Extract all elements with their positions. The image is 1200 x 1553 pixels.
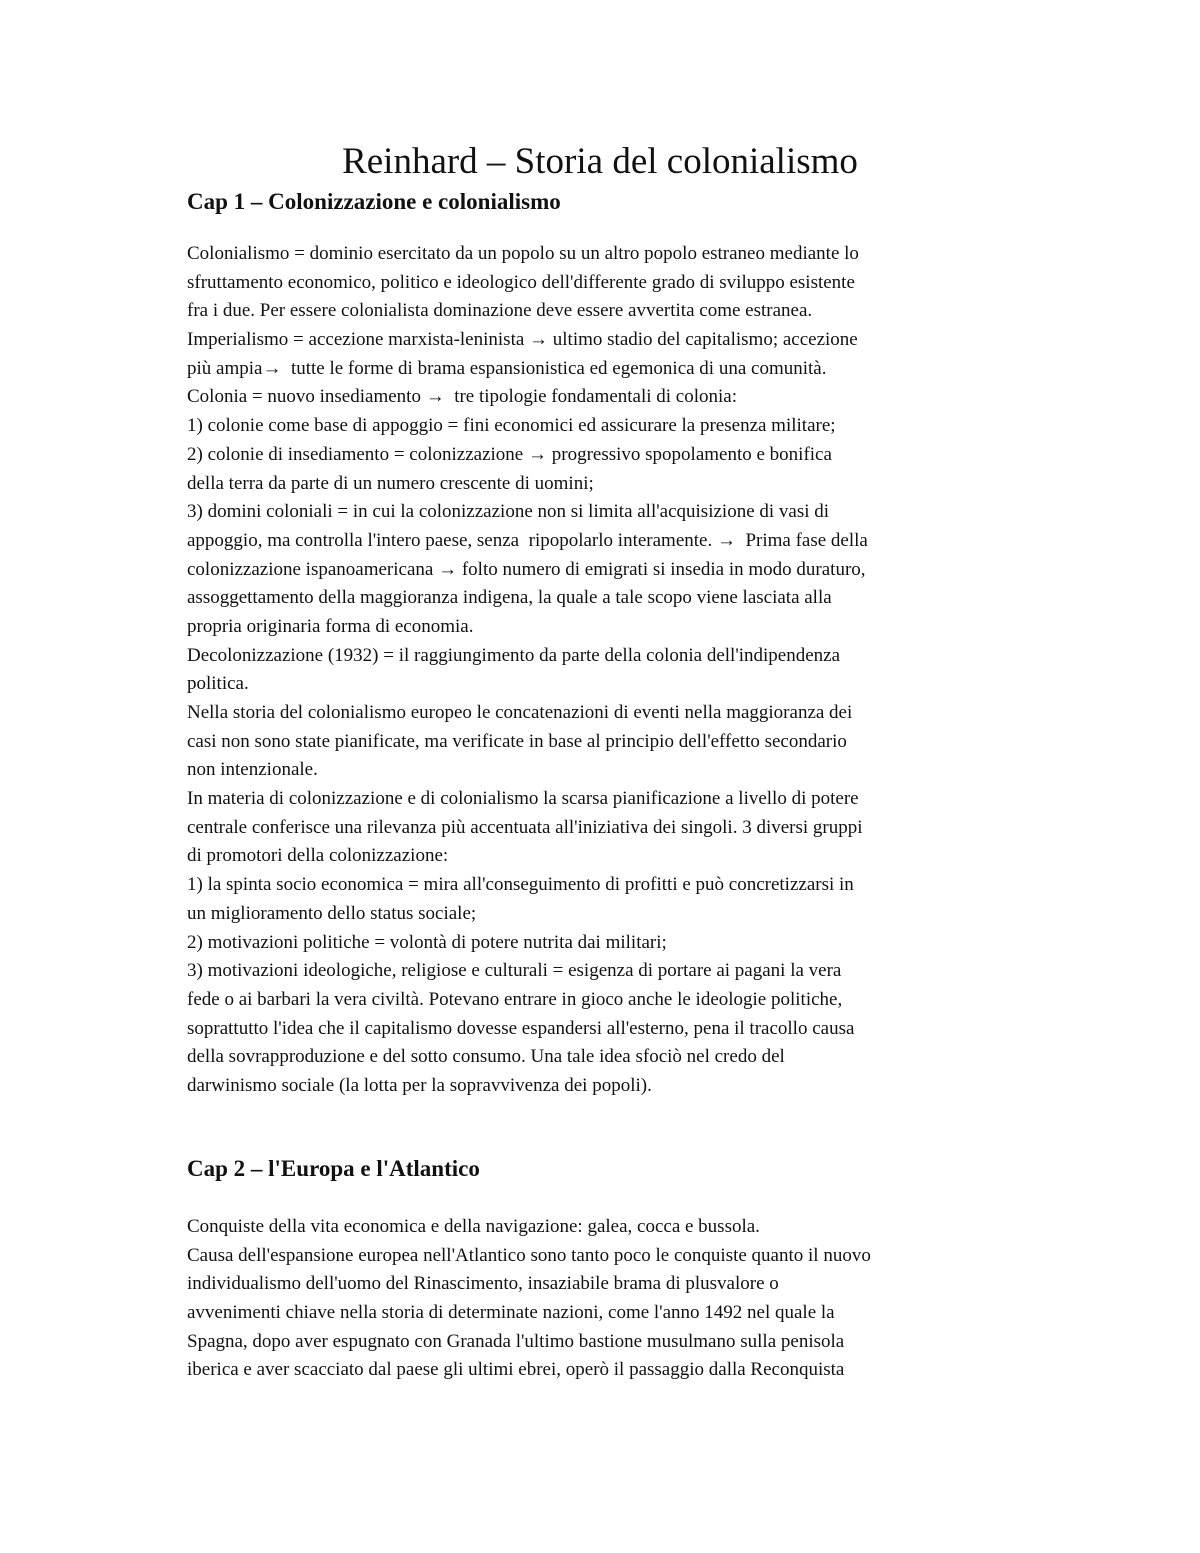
text-line: fra i due. Per essere colonialista dominazione deve essere avvertita come estranea. <box>187 300 813 322</box>
text-line: di promotori della colonizzazione: <box>187 845 449 867</box>
text-line: 3) domini coloniali = in cui la colonizzazione non si limita all'acquisizione di vasi di <box>187 501 830 523</box>
text-line: assoggettamento della maggioranza indigena, la quale a tale scopo viene lasciata alla <box>187 587 832 609</box>
text-line: Imperialismo = accezione marxista-leninista → ultimo stadio del capitalismo; accezione <box>187 329 858 351</box>
text-line: individualismo dell'uomo del Rinascimento, insaziabile brama di plusvalore o <box>187 1273 779 1295</box>
section-heading-cap-1: Cap 1 – Colonizzazione e colonialismo <box>187 189 561 214</box>
document-title: Reinhard – Storia del colonialismo <box>342 141 858 182</box>
text-line: appoggio, ma controlla l'intero paese, senza ripopolarlo interamente. → Prima fase della <box>187 529 868 551</box>
text-line: Colonia = nuovo insediamento → tre tipologie fondamentali di colonia: <box>187 386 737 408</box>
section-heading-cap-2: Cap 2 – l'Europa e l'Atlantico <box>187 1156 480 1181</box>
text-line: colonizzazione ispanoamericana → folto numero di emigrati si insedia in modo duraturo, <box>187 558 866 580</box>
text-line: 1) la spinta socio economica = mira all'conseguimento di profitti e può concretizzarsi in <box>187 874 854 896</box>
section-body-cap-1 <box>187 240 1027 1101</box>
text-line: Conquiste della vita economica e della navigazione: galea, cocca e bussola. <box>187 1216 760 1237</box>
text-line: propria originaria forma di economia. <box>187 615 474 637</box>
text-line: soprattutto l'idea che il capitalismo dovesse espandersi all'esterno, pena il tracollo causa <box>187 1017 855 1039</box>
text-line: Nella storia del colonialismo europeo le concatenazioni di eventi nella maggioranza dei <box>187 702 853 723</box>
text-line: fede o ai barbari la vera civiltà. Potevano entrare in gioco anche le ideologie politiche, <box>187 988 843 1010</box>
text-line: un miglioramento dello status sociale; <box>187 902 477 924</box>
text-line: politica. <box>187 673 249 695</box>
text-line: Colonialismo = dominio esercitato da un popolo su un altro popolo estraneo mediante lo <box>187 243 859 264</box>
text-line: sfruttamento economico, politico e ideologico dell'differente grado di sviluppo esistente <box>187 271 855 293</box>
text-line: 1) colonie come base di appoggio = fini economici ed assicurare la presenza militare; <box>187 415 836 437</box>
text-line: centrale conferisce una rilevanza più accentuata all'iniziativa dei singoli. 3 diversi gruppi <box>187 816 863 838</box>
text-line: 3) motivazioni ideologiche, religiose e culturali = esigenza di portare ai pagani la vera <box>187 960 842 982</box>
text-line: non intenzionale. <box>187 759 318 781</box>
text-line: avvenimenti chiave nella storia di determinate nazioni, come l'anno 1492 nel quale la <box>187 1302 835 1324</box>
text-line: Spagna, dopo aver espugnato con Granada l'ultimo bastione musulmano sulla penisola <box>187 1330 845 1352</box>
text-line: Decolonizzazione (1932) = il raggiungimento da parte della colonia dell'indipendenza <box>187 644 841 666</box>
text-line: In materia di colonizzazione e di colonialismo la scarsa pianificazione a livello di potere <box>187 788 859 810</box>
section-body-cap-2 <box>187 1213 1027 1385</box>
text-line: 2) motivazioni politiche = volontà di potere nutrita dai militari; <box>187 931 667 953</box>
text-line: 2) colonie di insediamento = colonizzazione → progressivo spopolamento e bonifica <box>187 443 832 465</box>
text-line: darwinismo sociale (la lotta per la sopravvivenza dei popoli). <box>187 1074 652 1096</box>
text-line: Causa dell'espansione europea nell'Atlantico sono tanto poco le conquiste quanto il nuovo <box>187 1244 871 1266</box>
text-line: più ampia→ tutte le forme di brama espansionistica ed egemonica di una comunità. <box>187 357 827 379</box>
text-line: della sovrapproduzione e del sotto consumo. Una tale idea sfociò nel credo del <box>187 1046 785 1068</box>
text-line: della terra da parte di un numero crescente di uomini; <box>187 472 594 494</box>
text-line: casi non sono state pianificate, ma verificate in base al principio dell'effetto secondario <box>187 730 847 752</box>
text-line: iberica e aver scacciato dal paese gli ultimi ebrei, operò il passaggio dalla Reconquista <box>187 1359 845 1381</box>
